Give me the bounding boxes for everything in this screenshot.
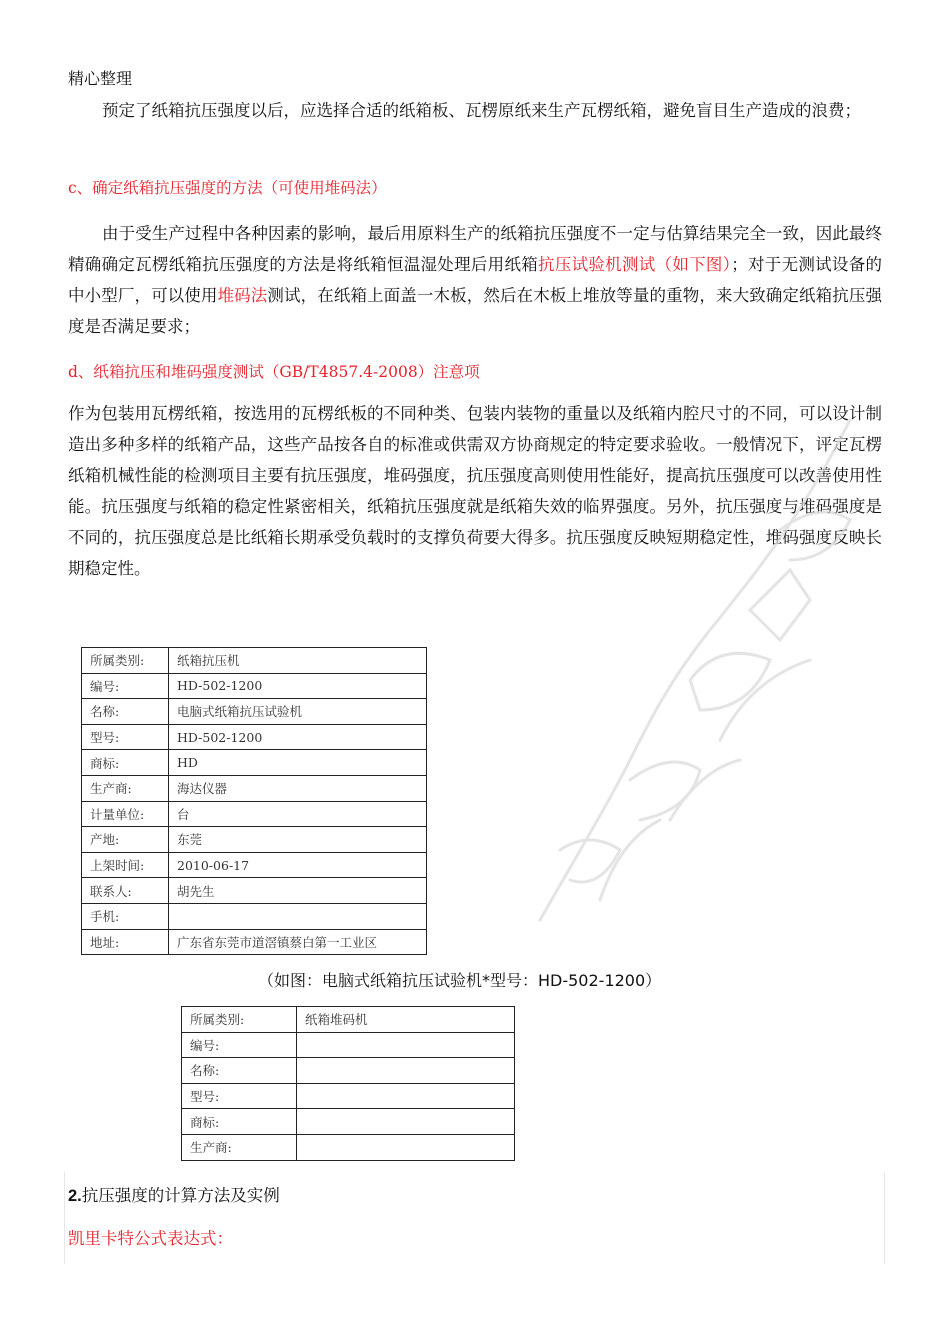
table-cell-value: 纸箱堆码机 bbox=[297, 1007, 515, 1033]
heading-d: d、纸箱抗压和堆码强度测试（GB/T4857.4-2008）注意项 bbox=[68, 363, 480, 381]
table-cell-value: 电脑式纸箱抗压试验机 bbox=[169, 699, 427, 725]
table-row bbox=[82, 724, 427, 750]
paragraph-1: 预定了纸箱抗压强度以后，应选择合适的纸箱板、瓦楞原纸来生产瓦楞纸箱，避免盲目生产造成的浪费； bbox=[102, 101, 861, 120]
table-cell-key: 商标: bbox=[182, 1109, 297, 1135]
table-cell-key: 名称: bbox=[182, 1058, 297, 1084]
table-row bbox=[182, 1007, 515, 1033]
frame-line-right bbox=[884, 1172, 885, 1264]
table-cell-key: 编号: bbox=[182, 1032, 297, 1058]
table-cell-key: 生产商: bbox=[82, 775, 169, 801]
table-row bbox=[182, 1134, 515, 1160]
table-cell-key: 所属类别: bbox=[182, 1007, 297, 1033]
table-cell-value bbox=[297, 1134, 515, 1160]
section-2-number: 2. bbox=[68, 1187, 82, 1205]
table-cell-value bbox=[169, 903, 427, 929]
stacking-tester-spec-table bbox=[181, 1006, 515, 1161]
table-row bbox=[82, 699, 427, 725]
table-cell-key: 商标: bbox=[82, 750, 169, 776]
frame-line-left bbox=[64, 1172, 65, 1264]
table-cell-key: 名称: bbox=[82, 699, 169, 725]
table-cell-key: 手机: bbox=[82, 903, 169, 929]
paragraph-2-text-a: 由于受生产过程中各种因素的影响，最后用原料生产的纸箱抗压强度不一定与估算结果完全一致，因此最终精确确定瓦楞纸箱抗压强度的方法是将纸箱恒温湿处理后用纸箱 bbox=[68, 224, 882, 274]
table-row bbox=[82, 648, 427, 674]
table-row bbox=[82, 775, 427, 801]
table-row bbox=[182, 1109, 515, 1135]
table-row bbox=[82, 903, 427, 929]
paragraph-2 bbox=[68, 218, 882, 342]
table-cell-value: HD-502-1200 bbox=[169, 673, 427, 699]
table-cell-key: 计量单位: bbox=[82, 801, 169, 827]
table-row bbox=[182, 1032, 515, 1058]
table-cell-value bbox=[297, 1109, 515, 1135]
table-cell-value: 胡先生 bbox=[169, 878, 427, 904]
paragraph-2-text-c: 测试，在纸箱上面盖一木板，然后在木板上堆放等量的重物，来大致确定纸箱抗压强度是否满足要求； bbox=[68, 286, 883, 336]
table-row bbox=[82, 801, 427, 827]
table-row bbox=[82, 673, 427, 699]
table-cell-value bbox=[297, 1083, 515, 1109]
table-row bbox=[82, 852, 427, 878]
table-cell-value: 纸箱抗压机 bbox=[169, 648, 427, 674]
table-cell-value: 广东省东莞市道滘镇蔡白第一工业区 bbox=[169, 929, 427, 955]
table-cell-value bbox=[297, 1032, 515, 1058]
table-cell-key: 型号: bbox=[82, 724, 169, 750]
table-cell-key: 上架时间: bbox=[82, 852, 169, 878]
table-cell-key: 所属类别: bbox=[82, 648, 169, 674]
table-cell-key: 生产商: bbox=[182, 1134, 297, 1160]
table-cell-key: 联系人: bbox=[82, 878, 169, 904]
table-row bbox=[82, 878, 427, 904]
table-cell-value: HD bbox=[169, 750, 427, 776]
paragraph-3: 作为包装用瓦楞纸箱，按选用的瓦楞纸板的不同种类、包装内装物的重量以及纸箱内腔尺寸的不同，可以设计制造出多种多样的纸箱产品，这些产品按各自的标准或供需双方协商规定的特定要求验收。一般情况下，评定瓦楞纸箱机械性能的检测项目主要有抗压强度，堆码强度，抗压强度高则使用性能好，提高抗压强度可以改善使用性能。抗压强度与纸箱的稳定性紧密相关，纸箱抗压强度就是纸箱失效的临界强度。另外，抗压强度与堆码强度是不同的，抗压强度总是比纸箱长期承受负载时的支撑负荷要大得多。抗压强度反映短期稳定性，堆码强度反映长期稳定性。 bbox=[68, 404, 882, 578]
table-cell-value: 东莞 bbox=[169, 827, 427, 853]
figure-caption: （如图：电脑式纸箱抗压试验机*型号：HD-502-1200） bbox=[258, 971, 662, 990]
table-row bbox=[82, 827, 427, 853]
table-cell-key: 编号: bbox=[82, 673, 169, 699]
table-row bbox=[182, 1058, 515, 1084]
table-cell-value: 台 bbox=[169, 801, 427, 827]
table-cell-value: 海达仪器 bbox=[169, 775, 427, 801]
table-cell-value: 2010-06-17 bbox=[169, 852, 427, 878]
table-cell-value bbox=[297, 1058, 515, 1084]
compression-tester-spec-table bbox=[81, 647, 427, 955]
page-header: 精心整理 bbox=[68, 69, 133, 88]
section-2-title: 抗压强度的计算方法及实例 bbox=[81, 1186, 280, 1205]
stacking-method-link[interactable]: 堆码法 bbox=[217, 286, 268, 305]
kelly-formula-heading: 凯里卡特公式表达式： bbox=[68, 1229, 233, 1248]
paragraph-2-text-b: ；对于无测试设备的中小型厂，可以使用 bbox=[68, 255, 883, 305]
heading-c: c、确定纸箱抗压强度的方法（可使用堆码法） bbox=[68, 179, 387, 197]
section-2-heading bbox=[68, 1182, 280, 1206]
table-cell-key: 产地: bbox=[82, 827, 169, 853]
table-cell-value: HD-502-1200 bbox=[169, 724, 427, 750]
table-row bbox=[82, 750, 427, 776]
table-cell-key: 地址: bbox=[82, 929, 169, 955]
table-row bbox=[82, 929, 427, 955]
tester-link[interactable]: 抗压试验机测试（如下图） bbox=[538, 255, 732, 274]
table-row bbox=[182, 1083, 515, 1109]
table-cell-key: 型号: bbox=[182, 1083, 297, 1109]
